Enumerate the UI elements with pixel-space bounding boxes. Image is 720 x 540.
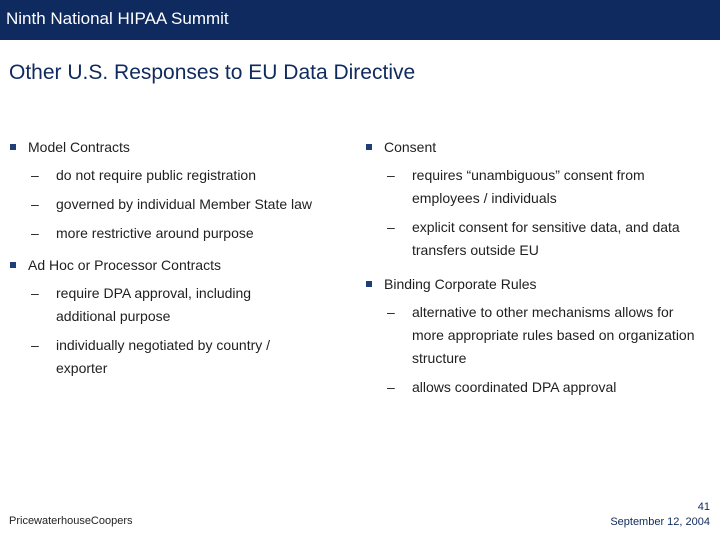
left-column	[10, 137, 355, 380]
dash-icon: –	[387, 219, 395, 235]
sub-item	[366, 164, 696, 210]
dash-icon: –	[387, 167, 395, 183]
square-bullet-icon	[10, 144, 16, 150]
header-bar	[0, 0, 720, 40]
sub-item-text: requires “unambiguous” consent from employees / individuals	[412, 167, 645, 206]
sub-item-text: require DPA approval, including additional purpose	[56, 285, 252, 324]
bullet-model-contracts	[10, 137, 355, 157]
sub-item-text: do not require public registration	[56, 167, 257, 183]
footer-date: September 12, 2004	[610, 516, 710, 528]
sub-item	[10, 193, 355, 216]
dash-icon: –	[387, 379, 395, 395]
dash-icon: –	[31, 196, 39, 212]
sub-item-text: governed by individual Member State law	[56, 196, 313, 212]
dash-icon: –	[31, 167, 39, 183]
sub-item	[366, 301, 701, 370]
bullet-ad-hoc-contracts	[10, 255, 355, 275]
dash-icon: –	[31, 285, 39, 301]
bullet-consent	[366, 137, 716, 157]
square-bullet-icon	[10, 262, 16, 268]
bullet-label: Binding Corporate Rules	[384, 276, 537, 292]
sub-list	[10, 282, 280, 380]
dash-icon: –	[31, 337, 39, 353]
sub-item	[10, 282, 280, 328]
sub-item-text: explicit consent for sensitive data, and data transfers outside EU	[412, 219, 680, 258]
sub-list	[366, 301, 701, 399]
sub-item	[10, 222, 355, 245]
bullet-label: Consent	[384, 139, 437, 155]
bullet-label: Ad Hoc or Processor Contracts	[28, 257, 221, 273]
sub-item	[10, 164, 355, 187]
sub-item-text: alternative to other mechanisms allows for more appropriate rules based on organization structure	[412, 304, 695, 366]
header-title: Ninth National HIPAA Summit	[6, 9, 229, 28]
sub-list	[366, 164, 696, 262]
page-number: 41	[697, 501, 710, 513]
sub-item	[366, 376, 701, 399]
sub-list	[10, 164, 355, 245]
sub-item-text: individually negotiated by country / exporter	[56, 337, 271, 376]
sub-item	[10, 334, 280, 380]
dash-icon: –	[31, 225, 39, 241]
bullet-label: Model Contracts	[28, 139, 130, 155]
sub-item-text: more restrictive around purpose	[56, 225, 254, 241]
company-logo: PricewaterhouseCoopers	[9, 515, 133, 527]
square-bullet-icon	[366, 281, 372, 287]
footer-info	[610, 500, 710, 530]
bullet-binding-corporate-rules	[366, 274, 716, 294]
right-column	[366, 137, 716, 399]
square-bullet-icon	[366, 144, 372, 150]
dash-icon: –	[387, 304, 395, 320]
slide-title: Other U.S. Responses to EU Data Directive	[9, 61, 416, 84]
sub-item-text: allows coordinated DPA approval	[412, 379, 617, 395]
sub-item	[366, 216, 696, 262]
